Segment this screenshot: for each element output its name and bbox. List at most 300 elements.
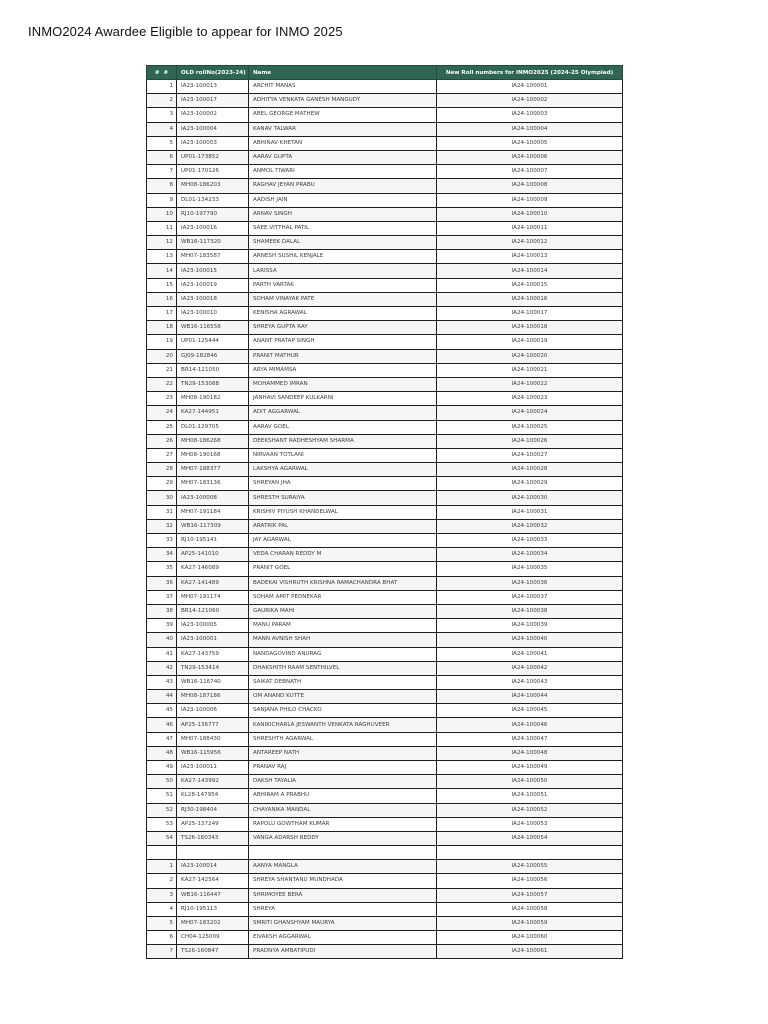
name-cell: AADISH JAIN: [249, 193, 437, 207]
table-row: [147, 335, 623, 349]
old-roll-cell: MH08-186203: [177, 179, 249, 193]
row-number-cell: 42: [147, 661, 177, 675]
name-cell: ADIT AGGARWAL: [249, 406, 437, 420]
new-roll-cell: IA24-100017: [437, 307, 623, 321]
table-row: [147, 236, 623, 250]
name-cell: KANAV TALWAR: [249, 122, 437, 136]
table-row: [147, 108, 623, 122]
old-roll-cell: UP01-125444: [177, 335, 249, 349]
row-number-cell: 23: [147, 392, 177, 406]
new-roll-cell: IA24-100027: [437, 448, 623, 462]
new-roll-cell: IA24-100014: [437, 264, 623, 278]
name-cell: JANHAVI SANDEEP KULKARNI: [249, 392, 437, 406]
new-roll-cell: IA24-100042: [437, 661, 623, 675]
table-row: [147, 718, 623, 732]
new-roll-cell: IA24-100058: [437, 902, 623, 916]
new-roll-cell: IA24-100057: [437, 888, 623, 902]
name-cell: PRANIT GOEL: [249, 562, 437, 576]
old-roll-cell: UP01-170126: [177, 165, 249, 179]
new-roll-cell: IA24-100054: [437, 831, 623, 845]
row-number-cell: 46: [147, 718, 177, 732]
new-roll-cell: IA24-100004: [437, 122, 623, 136]
old-roll-cell: TS26-160343: [177, 831, 249, 845]
row-number-cell: 2: [147, 94, 177, 108]
table-row: [147, 761, 623, 775]
name-cell: KENISHA AGRAWAL: [249, 307, 437, 321]
name-header[interactable]: Name: [249, 66, 437, 80]
row-number-cell: 17: [147, 307, 177, 321]
new-roll-cell: IA24-100013: [437, 250, 623, 264]
new-roll-cell: IA24-100021: [437, 363, 623, 377]
table-row: [147, 661, 623, 675]
row-number-cell: 4: [147, 902, 177, 916]
table-body: [147, 80, 623, 959]
new-roll-cell: IA24-100032: [437, 519, 623, 533]
new-roll-cell: IA24-100056: [437, 874, 623, 888]
old-roll-cell: KL28-147954: [177, 789, 249, 803]
new-roll-cell: IA24-100024: [437, 406, 623, 420]
name-cell: KRISHIV PIYUSH KHANDELWAL: [249, 505, 437, 519]
table-row: [147, 675, 623, 689]
old-roll-cell: RJ10-195141: [177, 534, 249, 548]
old-roll-cell: KA27-144951: [177, 406, 249, 420]
row-number-header[interactable]: # #: [147, 66, 177, 80]
new-roll-cell: IA24-100046: [437, 718, 623, 732]
new-roll-cell: IA24-100048: [437, 746, 623, 760]
table-row: [147, 463, 623, 477]
row-number-cell: 20: [147, 349, 177, 363]
old-roll-cell: WB16-116447: [177, 888, 249, 902]
old-roll-cell: MH08-187186: [177, 690, 249, 704]
new-roll-cell: IA24-100003: [437, 108, 623, 122]
row-number-cell: 6: [147, 931, 177, 945]
name-cell: ARATRIK PAL: [249, 519, 437, 533]
new-roll-cell: IA24-100041: [437, 647, 623, 661]
new-roll-cell: IA24-100050: [437, 775, 623, 789]
table-row: [147, 264, 623, 278]
old-roll-cell: WB16-116740: [177, 675, 249, 689]
row-number-cell: 27: [147, 448, 177, 462]
old-roll-cell: WB16-115956: [177, 746, 249, 760]
page-title: INMO2024 Awardee Eligible to appear for INMO 2025: [28, 24, 343, 39]
new-roll-cell: IA24-100043: [437, 675, 623, 689]
empty-cell: [437, 846, 623, 860]
table-row: [147, 292, 623, 306]
old-roll-cell: IA23-100011: [177, 761, 249, 775]
new-roll-cell: IA24-100059: [437, 916, 623, 930]
old-roll-cell: MH08-186268: [177, 434, 249, 448]
old-roll-cell: MH08-190168: [177, 448, 249, 462]
new-roll-cell: IA24-100033: [437, 534, 623, 548]
row-number-cell: 7: [147, 945, 177, 959]
table-row: [147, 420, 623, 434]
new-roll-cell: IA24-100053: [437, 817, 623, 831]
row-number-cell: 49: [147, 761, 177, 775]
row-number-cell: 36: [147, 576, 177, 590]
old-roll-cell: DL01-134233: [177, 193, 249, 207]
new-roll-cell: IA24-100049: [437, 761, 623, 775]
row-number-cell: 19: [147, 335, 177, 349]
old-roll-cell: KA27-143992: [177, 775, 249, 789]
name-cell: ADHITYA VENKATA GANESH MANGUDY: [249, 94, 437, 108]
table-row: [147, 349, 623, 363]
table-row: [147, 179, 623, 193]
name-cell: OM ANAND KUTTE: [249, 690, 437, 704]
row-number-cell: 15: [147, 278, 177, 292]
name-cell: AANYA MANGLA: [249, 860, 437, 874]
row-number-cell: 50: [147, 775, 177, 789]
table-header: [147, 66, 623, 80]
row-number-cell: 48: [147, 746, 177, 760]
table-row: [147, 874, 623, 888]
name-cell: CHAYANIKA MANDAL: [249, 803, 437, 817]
new-roll-cell: IA24-100006: [437, 150, 623, 164]
name-cell: SHRESTH SURAIYA: [249, 491, 437, 505]
name-cell: AARAV GUPTA: [249, 150, 437, 164]
row-number-cell: 29: [147, 477, 177, 491]
table-row: [147, 434, 623, 448]
old-roll-cell: WB16-117309: [177, 519, 249, 533]
name-cell: ANTAREEP NATH: [249, 746, 437, 760]
row-number-cell: 4: [147, 122, 177, 136]
new-roll-cell: IA24-100028: [437, 463, 623, 477]
table-row: [147, 278, 623, 292]
new-roll-cell: IA24-100015: [437, 278, 623, 292]
table-row: [147, 377, 623, 391]
row-number-cell: 2: [147, 874, 177, 888]
table-row: [147, 647, 623, 661]
new-roll-cell: IA24-100009: [437, 193, 623, 207]
old-roll-cell: IA23-100019: [177, 278, 249, 292]
old-roll-cell: MH07-188430: [177, 732, 249, 746]
new-roll-cell: IA24-100001: [437, 80, 623, 94]
new-roll-cell: IA24-100011: [437, 221, 623, 235]
table-row: [147, 406, 623, 420]
row-number-cell: 35: [147, 562, 177, 576]
name-cell: SAIKAT DEBNATH: [249, 675, 437, 689]
old-roll-cell: MH07-183136: [177, 477, 249, 491]
row-number-cell: 31: [147, 505, 177, 519]
old-roll-cell: IA23-100005: [177, 619, 249, 633]
old-roll-cell: RJ30-198404: [177, 803, 249, 817]
name-cell: SHAMEEK DALAL: [249, 236, 437, 250]
old-roll-cell: AP25-137249: [177, 817, 249, 831]
old-roll-cell: KA27-141489: [177, 576, 249, 590]
row-number-cell: 21: [147, 363, 177, 377]
name-cell: ABHIRAM A PRABHU: [249, 789, 437, 803]
table-row: [147, 633, 623, 647]
table-row: [147, 619, 623, 633]
table-row: [147, 931, 623, 945]
row-number-cell: 6: [147, 150, 177, 164]
new-roll-cell: IA24-100051: [437, 789, 623, 803]
new-roll-cell: IA24-100002: [437, 94, 623, 108]
row-number-cell: 5: [147, 916, 177, 930]
old-roll-cell: MH07-188377: [177, 463, 249, 477]
old-roll-cell: MH07-191184: [177, 505, 249, 519]
row-number-cell: 5: [147, 136, 177, 150]
table-row: [147, 534, 623, 548]
name-cell: SANJANA PHILO CHACKO: [249, 704, 437, 718]
new-roll-cell: IA24-100036: [437, 576, 623, 590]
new-roll-cell: IA24-100060: [437, 931, 623, 945]
name-cell: ARNESH SUSHIL KENJALE: [249, 250, 437, 264]
row-number-cell: 40: [147, 633, 177, 647]
table-row: [147, 817, 623, 831]
table-row: [147, 860, 623, 874]
old-roll-cell: AP25-136777: [177, 718, 249, 732]
new-roll-cell: IA24-100023: [437, 392, 623, 406]
new-roll-cell: IA24-100040: [437, 633, 623, 647]
name-cell: PRADNYA AMBATIPUDI: [249, 945, 437, 959]
row-number-cell: 1: [147, 860, 177, 874]
new-roll-cell: IA24-100008: [437, 179, 623, 193]
new-roll-cell: IA24-100022: [437, 377, 623, 391]
table-row: [147, 576, 623, 590]
name-cell: BADEKAI VISHRUTH KRISHNA RAMACHANDRA BHAT: [249, 576, 437, 590]
old-roll-cell: KA27-146089: [177, 562, 249, 576]
table-row: [147, 363, 623, 377]
new-roll-cell: IA24-100055: [437, 860, 623, 874]
old-roll-cell: IA23-100001: [177, 633, 249, 647]
new-roll-header[interactable]: New Roll numbers for INMO2025 (2024-25 Olympiad): [437, 66, 623, 80]
name-cell: DEEKSHANT RADHESHYAM SHARMA: [249, 434, 437, 448]
table-row: [147, 477, 623, 491]
old-roll-cell: IA23-100017: [177, 94, 249, 108]
new-roll-cell: IA24-100025: [437, 420, 623, 434]
name-cell: PRANAV RAJ: [249, 761, 437, 775]
table-row: [147, 789, 623, 803]
name-cell: KANIKICHARLA JESWANTH VENKATA RAGHUVEER: [249, 718, 437, 732]
table-row: [147, 165, 623, 179]
row-number-cell: 12: [147, 236, 177, 250]
row-number-cell: 13: [147, 250, 177, 264]
name-cell: ABHINAV KHETAN: [249, 136, 437, 150]
old-roll-cell: IA23-100002: [177, 108, 249, 122]
table-row: [147, 392, 623, 406]
name-cell: ARYA MIMAMSA: [249, 363, 437, 377]
row-number-cell: 51: [147, 789, 177, 803]
row-number-cell: 3: [147, 108, 177, 122]
new-roll-cell: IA24-100010: [437, 207, 623, 221]
old-roll-cell: TN29-153414: [177, 661, 249, 675]
row-number-cell: 39: [147, 619, 177, 633]
row-number-cell: 26: [147, 434, 177, 448]
name-cell: VEDA CHARAN REDDY M: [249, 548, 437, 562]
old-roll-header[interactable]: OLD rollNo(2023-24): [177, 66, 249, 80]
name-cell: ANANT PRATAP SINGH: [249, 335, 437, 349]
old-roll-cell: KA27-143759: [177, 647, 249, 661]
name-cell: SHRIMOYEE BERA: [249, 888, 437, 902]
table-row: [147, 321, 623, 335]
row-number-cell: 33: [147, 534, 177, 548]
row-number-cell: 8: [147, 179, 177, 193]
table-row: [147, 888, 623, 902]
row-number-cell: 47: [147, 732, 177, 746]
old-roll-cell: IA23-100003: [177, 136, 249, 150]
row-number-cell: 28: [147, 463, 177, 477]
name-cell: EIVAKSH AGGARWAL: [249, 931, 437, 945]
row-number-cell: 25: [147, 420, 177, 434]
row-number-cell: 10: [147, 207, 177, 221]
old-roll-cell: IA23-100004: [177, 122, 249, 136]
old-roll-cell: IA23-100016: [177, 221, 249, 235]
name-cell: NANDAGOVIND ANURAG: [249, 647, 437, 661]
new-roll-cell: IA24-100029: [437, 477, 623, 491]
name-cell: MANU PARAM: [249, 619, 437, 633]
new-roll-cell: IA24-100035: [437, 562, 623, 576]
new-roll-cell: IA24-100052: [437, 803, 623, 817]
table-row: [147, 945, 623, 959]
row-number-cell: 53: [147, 817, 177, 831]
old-roll-cell: WB16-116558: [177, 321, 249, 335]
row-number-cell: 52: [147, 803, 177, 817]
name-cell: SAEE VITTHAL PATIL: [249, 221, 437, 235]
new-roll-cell: IA24-100061: [437, 945, 623, 959]
old-roll-cell: DL01-129705: [177, 420, 249, 434]
row-number-cell: 16: [147, 292, 177, 306]
row-number-cell: 14: [147, 264, 177, 278]
table-row: [147, 80, 623, 94]
old-roll-cell: IA23-100015: [177, 264, 249, 278]
old-roll-cell: BR14-121050: [177, 363, 249, 377]
name-cell: DAKSH TAYALIA: [249, 775, 437, 789]
table-row: [147, 193, 623, 207]
new-roll-cell: IA24-100019: [437, 335, 623, 349]
new-roll-cell: IA24-100012: [437, 236, 623, 250]
row-number-cell: 22: [147, 377, 177, 391]
old-roll-cell: KA27-142564: [177, 874, 249, 888]
table-row: [147, 831, 623, 845]
name-cell: GAURIKA MAHI: [249, 604, 437, 618]
table-row: [147, 562, 623, 576]
new-roll-cell: IA24-100031: [437, 505, 623, 519]
name-cell: MANN AVNISH SHAH: [249, 633, 437, 647]
row-number-cell: 37: [147, 590, 177, 604]
name-cell: SHREYA GUPTA RAY: [249, 321, 437, 335]
row-number-cell: 54: [147, 831, 177, 845]
new-roll-cell: IA24-100038: [437, 604, 623, 618]
table-row: [147, 590, 623, 604]
table-row: [147, 94, 623, 108]
new-roll-cell: IA24-100045: [437, 704, 623, 718]
empty-cell: [177, 846, 249, 860]
name-cell: PARTH VARTAK: [249, 278, 437, 292]
old-roll-cell: GJ09-182846: [177, 349, 249, 363]
new-roll-cell: IA24-100039: [437, 619, 623, 633]
table-row: [147, 732, 623, 746]
old-roll-cell: AP25-141010: [177, 548, 249, 562]
table-row: [147, 250, 623, 264]
old-roll-cell: IA23-100013: [177, 80, 249, 94]
row-number-cell: 3: [147, 888, 177, 902]
group-separator-row: [147, 846, 623, 860]
old-roll-cell: RJ10-195113: [177, 902, 249, 916]
table-row: [147, 746, 623, 760]
row-number-cell: 24: [147, 406, 177, 420]
name-cell: JAY AGARWAL: [249, 534, 437, 548]
name-cell: LARISSA: [249, 264, 437, 278]
name-cell: ABEL GEORGE MATHEW: [249, 108, 437, 122]
old-roll-cell: UP01-173852: [177, 150, 249, 164]
table-row: [147, 548, 623, 562]
old-roll-cell: MH08-190182: [177, 392, 249, 406]
new-roll-cell: IA24-100034: [437, 548, 623, 562]
row-number-cell: 43: [147, 675, 177, 689]
row-number-cell: 32: [147, 519, 177, 533]
new-roll-cell: IA24-100007: [437, 165, 623, 179]
row-number-cell: 34: [147, 548, 177, 562]
row-number-cell: 41: [147, 647, 177, 661]
name-cell: ARCHIT MANAS: [249, 80, 437, 94]
new-roll-cell: IA24-100047: [437, 732, 623, 746]
empty-cell: [147, 846, 177, 860]
table-row: [147, 505, 623, 519]
row-number-cell: 18: [147, 321, 177, 335]
new-roll-cell: IA24-100018: [437, 321, 623, 335]
row-number-cell: 11: [147, 221, 177, 235]
name-cell: RAGHAV JEYAN PRABU: [249, 179, 437, 193]
old-roll-cell: TN29-153088: [177, 377, 249, 391]
old-roll-cell: IA23-100010: [177, 307, 249, 321]
name-cell: MOHAMMED IMRAN: [249, 377, 437, 391]
table-row: [147, 207, 623, 221]
old-roll-cell: IA23-100008: [177, 491, 249, 505]
row-number-cell: 44: [147, 690, 177, 704]
table-row: [147, 803, 623, 817]
row-number-cell: 9: [147, 193, 177, 207]
table-row: [147, 775, 623, 789]
name-cell: SHREYAN JHA: [249, 477, 437, 491]
name-cell: DHAKSHITH RAAM SENTHILVEL: [249, 661, 437, 675]
new-roll-cell: IA24-100020: [437, 349, 623, 363]
old-roll-cell: IA23-100006: [177, 704, 249, 718]
name-cell: NIRVAAN TOTLANI: [249, 448, 437, 462]
old-roll-cell: CH04-125009: [177, 931, 249, 945]
name-cell: SHRESHTH AGARWAL: [249, 732, 437, 746]
new-roll-cell: IA24-100016: [437, 292, 623, 306]
table-row: [147, 221, 623, 235]
name-cell: SMRITI GHANSHYAM MAURYA: [249, 916, 437, 930]
old-roll-cell: IA23-100014: [177, 860, 249, 874]
old-roll-cell: MH07-183202: [177, 916, 249, 930]
table-row: [147, 136, 623, 150]
table-row: [147, 902, 623, 916]
table-row: [147, 122, 623, 136]
column-menu-icon: #: [154, 69, 160, 76]
name-cell: ARNAV SINGH: [249, 207, 437, 221]
row-number-cell: 7: [147, 165, 177, 179]
old-roll-cell: MH07-183587: [177, 250, 249, 264]
name-cell: ANMOL TIWARI: [249, 165, 437, 179]
table-row: [147, 519, 623, 533]
old-roll-cell: BR14-121060: [177, 604, 249, 618]
table-row: [147, 150, 623, 164]
new-roll-cell: IA24-100037: [437, 590, 623, 604]
old-roll-cell: RJ10-197790: [177, 207, 249, 221]
name-cell: AARAV GOEL: [249, 420, 437, 434]
name-cell: RAPOLU GOWTHAM KUMAR: [249, 817, 437, 831]
awardee-table: [146, 65, 623, 959]
row-number-cell: 38: [147, 604, 177, 618]
old-roll-cell: TS26-160847: [177, 945, 249, 959]
name-cell: LAKSHYA AGARWAL: [249, 463, 437, 477]
new-roll-cell: IA24-100026: [437, 434, 623, 448]
name-cell: SHREYA: [249, 902, 437, 916]
table-row: [147, 307, 623, 321]
table-row: [147, 704, 623, 718]
new-roll-cell: IA24-100030: [437, 491, 623, 505]
